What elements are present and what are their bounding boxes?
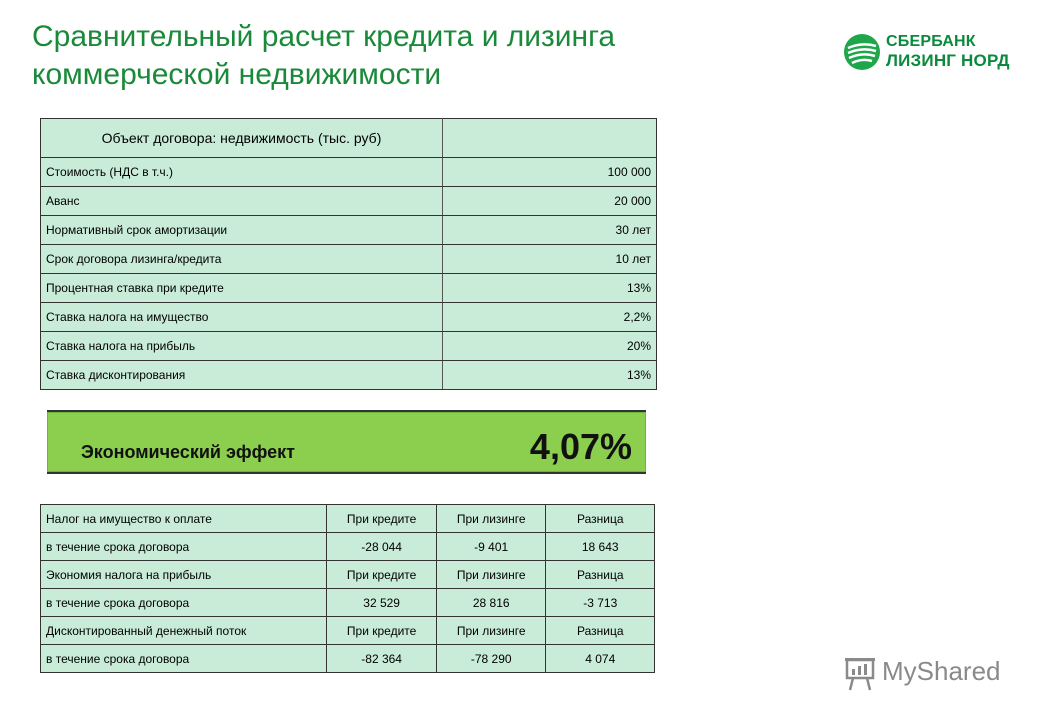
param-label: Нормативный срок амортизации — [41, 216, 443, 245]
difference-cell: -3 713 — [546, 589, 655, 617]
logo — [842, 30, 1022, 74]
table-row — [41, 617, 655, 645]
params-table-header — [41, 119, 657, 158]
row-label: Дисконтированный денежный поток — [41, 617, 327, 645]
params-header-cell: Объект договора: недвижимость (тыс. руб) — [41, 119, 443, 158]
presentation-board-icon — [844, 656, 876, 692]
leasing-cell: При лизинге — [436, 505, 546, 533]
table-row — [41, 332, 657, 361]
leasing-cell: -9 401 — [436, 533, 546, 561]
page-title — [32, 18, 615, 94]
param-value: 2,2% — [443, 303, 657, 332]
leasing-cell: При лизинге — [436, 617, 546, 645]
credit-cell: При кредите — [327, 617, 437, 645]
difference-cell: 4 074 — [546, 645, 655, 673]
table-row — [41, 505, 655, 533]
row-label: в течение срока договора — [41, 533, 327, 561]
row-label: в течение срока договора — [41, 589, 327, 617]
title-line-1: Сравнительный расчет кредита и лизинга — [32, 20, 616, 53]
row-label: Экономия налога на прибыль — [41, 561, 327, 589]
table-row — [41, 187, 657, 216]
table-row — [41, 361, 657, 390]
table-row — [41, 561, 655, 589]
credit-cell: При кредите — [327, 505, 437, 533]
credit-cell: -28 044 — [327, 533, 437, 561]
title-line-2: коммерческой недвижимости — [32, 58, 442, 91]
param-value: 20 000 — [443, 187, 657, 216]
params-table — [40, 118, 657, 390]
param-label: Процентная ставка при кредите — [41, 274, 443, 303]
table-row — [41, 245, 657, 274]
param-value: 20% — [443, 332, 657, 361]
logo-text — [886, 32, 1010, 70]
param-value: 100 000 — [443, 158, 657, 187]
param-label: Ставка налога на прибыль — [41, 332, 443, 361]
economic-effect-label: Экономический эффект — [81, 442, 295, 462]
param-label: Стоимость (НДС в т.ч.) — [41, 158, 443, 187]
param-label: Аванс — [41, 187, 443, 216]
comparison-table — [40, 504, 655, 673]
logo-line-1: СБЕРБАНК — [886, 33, 976, 50]
leasing-cell: -78 290 — [436, 645, 546, 673]
table-row — [41, 589, 655, 617]
economic-effect-value: 4,07% — [529, 426, 632, 467]
credit-cell: 32 529 — [327, 589, 437, 617]
watermark-text: MyShared — [882, 656, 1001, 686]
difference-cell: Разница — [546, 505, 655, 533]
param-value: 13% — [443, 274, 657, 303]
table-row — [41, 533, 655, 561]
row-label: в течение срока договора — [41, 645, 327, 673]
difference-cell: Разница — [546, 561, 655, 589]
credit-cell: -82 364 — [327, 645, 437, 673]
difference-cell: 18 643 — [546, 533, 655, 561]
table-row — [41, 274, 657, 303]
params-header-empty-cell — [443, 119, 657, 158]
economic-effect-box — [47, 410, 646, 474]
param-label: Ставка дисконтирования — [41, 361, 443, 390]
watermark — [844, 654, 1014, 694]
table-row — [41, 216, 657, 245]
leasing-cell: При лизинге — [436, 561, 546, 589]
param-label: Срок договора лизинга/кредита — [41, 245, 443, 274]
sberbank-leaf-icon — [842, 32, 882, 72]
difference-cell: Разница — [546, 617, 655, 645]
table-row — [41, 303, 657, 332]
param-value: 10 лет — [443, 245, 657, 274]
credit-cell: При кредите — [327, 561, 437, 589]
param-value: 30 лет — [443, 216, 657, 245]
table-row — [41, 645, 655, 673]
param-value: 13% — [443, 361, 657, 390]
leasing-cell: 28 816 — [436, 589, 546, 617]
table-row — [41, 158, 657, 187]
param-label: Ставка налога на имущество — [41, 303, 443, 332]
logo-line-2: ЛИЗИНГ НОРД — [886, 51, 1010, 70]
row-label: Налог на имущество к оплате — [41, 505, 327, 533]
